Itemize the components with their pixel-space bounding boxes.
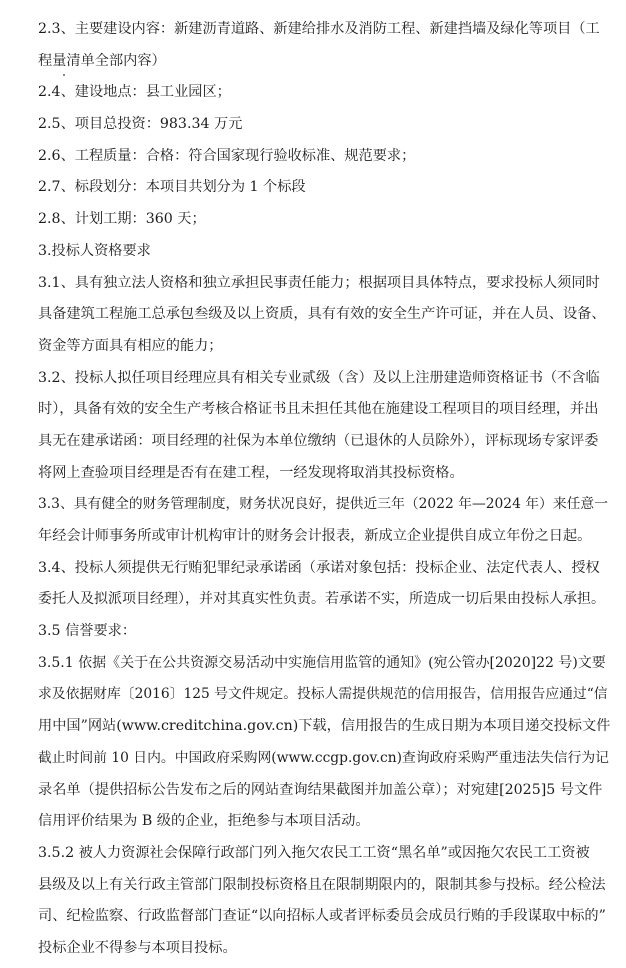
text-line: 将网上查验项目经理是否有在建工程，一经发现将取消其投标资格。 xyxy=(38,464,464,481)
text-line: 委托人及拟派项目经理），并对其真实性负责。若承诺不实，所造成一切后果由投标人承担。 xyxy=(38,591,605,608)
text-line: 2.7、标段划分：本项目共划分为 1 个标段 xyxy=(38,179,306,196)
text-line: 2.8、计划工期：360 天； xyxy=(38,211,206,228)
text-line: 2.6、工程质量：合格：符合国家现行验收标准、规范要求； xyxy=(38,147,416,164)
text-line: 司、纪检监察、行政监督部门查证“以向招标人或者评标委员会成员行贿的手段谋取中标的” xyxy=(38,908,606,925)
text-line: 用中国”网站(www.creditchina.gov.cn)下载，信用报告的生成日期为本项目递交投标文件 xyxy=(38,718,611,735)
text-line: 具备建筑工程施工总承包叁级及以上资质，具有有效的安全生产许可证，并在人员、设备、 xyxy=(38,306,606,323)
text-line: 时），具备有效的安全生产考核合格证书且未担任其他在施建设工程项目的项目经理，并出 xyxy=(38,401,599,418)
document-body xyxy=(38,14,611,965)
text-line: 3.投标人资格要求 xyxy=(38,242,151,259)
text-line: 求及依据财库〔2016〕125 号文件规定。投标人需提供规范的信用报告，信用报告应通过“信 xyxy=(38,686,608,703)
scan-speck xyxy=(63,74,65,76)
text-line: 信用评价结果为 B 级的企业，拒绝参与本项目活动。 xyxy=(38,813,370,830)
text-line: 程量清单全部内容） xyxy=(38,52,166,69)
text-line: 录名单（提供招标公告发布之后的网站查询结果截图并加盖公章）；对宛建[2025]5 号文件 xyxy=(38,781,603,798)
text-line: 县级及以上有关行政主管部门限制投标资格且在限制期限内的，限制其参与投标。经公检法 xyxy=(38,876,606,893)
text-line: 年经会计师事务所或审计机构审计的财务会计报表，新成立企业提供自成立年份之日起。 xyxy=(38,528,592,544)
text-line: 3.4、投标人须提供无行贿犯罪纪录承诺函（承诺对象包括：投标企业、法定代表人、授权 xyxy=(38,559,600,576)
text-line: 投标企业不得参与本项目投标。 xyxy=(38,939,237,956)
text-line: 3.5 信誉要求： xyxy=(38,623,137,640)
text-line: 3.5.2 被人力资源社会保障行政部门列入拖欠农民工工资“黑名单”或因拖欠农民工工资被 xyxy=(38,844,590,861)
text-line: 具无在建承诺函：项目经理的社保为本单位缴纳（已退休的人员除外），评标现场专家评委 xyxy=(38,432,599,449)
text-line: 资金等方面具有相应的能力； xyxy=(38,337,223,354)
text-line: 3.2、投标人拟任项目经理应具有相关专业贰级（含）及以上注册建造师资格证书（不含临 xyxy=(38,369,600,386)
text-line: 2.5、项目总投资：983.34 万元 xyxy=(38,116,243,133)
text-line: 3.5.1 依据《关于在公共资源交易活动中实施信用监管的通知》(宛公管办[2020]22 号)文要 xyxy=(38,654,606,671)
text-line: 2.4、建设地点：县工业园区； xyxy=(38,84,231,101)
text-line: 2.3、主要建设内容：新建沥青道路、新建给排水及消防工程、新建挡墙及绿化等项目（工 xyxy=(38,21,600,37)
text-line: 3.3、具有健全的财务管理制度，财务状况良好，提供近三年（2022 年—2024 年）来任意一 xyxy=(38,496,609,513)
text-line: 截止时间前 10 日内。中国政府采购网(www.ccgp.gov.cn)查询政府采购严重违法失信行为记 xyxy=(38,749,609,766)
text-line: 3.1、具有独立法人资格和独立承担民事责任能力；根据项目具体特点，要求投标人须同时 xyxy=(38,274,600,291)
